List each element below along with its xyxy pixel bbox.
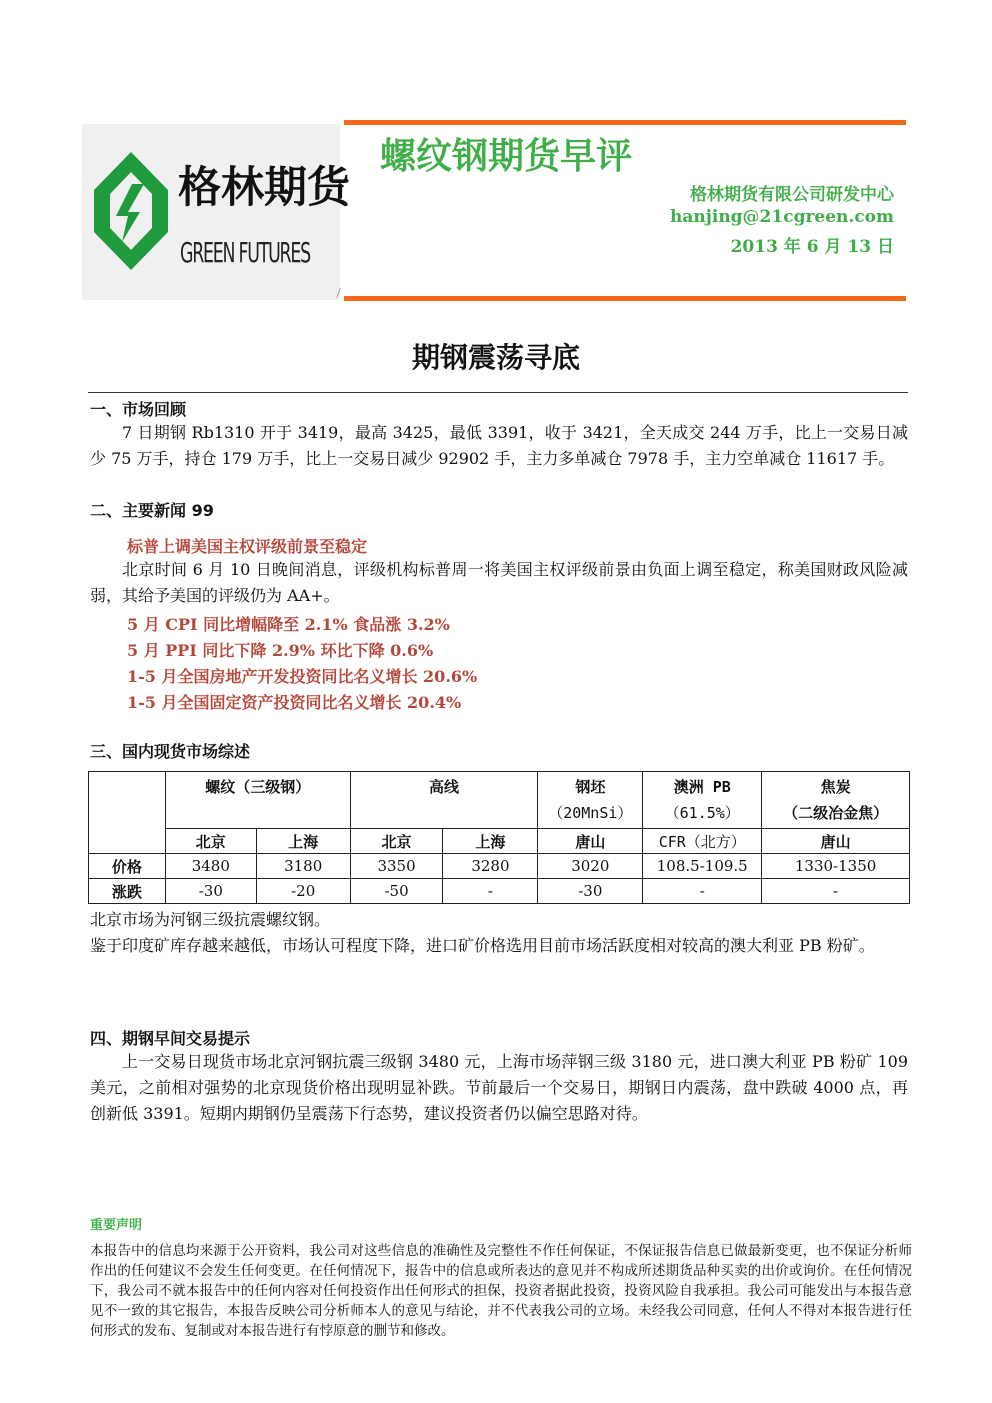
trading-tips-paragraph: 上一交易日现货市场北京河钢抗震三级钢 3480 元，上海市场萍钢三级 3180 元，进口澳大利亚 PB 粉矿 109 美元，之前相对强势的北京现货价格出现明显补跌。节前最后一个交易日，期钢日内震荡，盘中跌破 4000 点，再创新低 3391。短期内期钢仍呈震荡下行态势，建议投资者仍以偏空思路对待。 [90,1052,908,1123]
section-heading-market-review: 一、市场回顾 [90,400,187,419]
table-cell: 108.5-109.5 [643,854,762,879]
disclaimer-body: 本报告中的信息均来源于公开资料，我公司对这些信息的准确性及完整性不作任何保证，不保证报告信息已做最新变更，也不保证分析师作出的任何建议不会发生任何变更。在任何情况下，报告中的信息或所表达的意见并不构成所述期货品种买卖的出价或询价。在任何情况下，我公司不就本报告中的任何内容对任何投资作出任何形式的担保，投资者据此投资，投资风险自我承担。我公司可能发出与本报告意见不一致的其它报告，本报告反映公司分析师本人的意见与结论，并不代表我公司的立场。未经我公司同意，任何人不得对本报告进行任何形式的发布、复制或对本报告进行有悖原意的删节和修改。 [90,1243,912,1339]
table-row-label: 价格 [89,854,166,879]
news-headline: 1-5 月全国房地产开发投资同比名义增长 20.6% [127,667,478,686]
market-review-paragraph: 7 日期钢 Rb1310 开于 3419，最高 3425，最低 3391，收于 3421，全天成交 244 万手，比上一交易日减少 75 万手，持仓 179 万手，比上一交易日减少 92902 手，主力多单减仓 7978 手，主力空单减仓 11617 手。 [90,423,908,468]
table-group-header [762,772,910,829]
table-header-row [89,772,910,829]
table-row [89,879,910,904]
header-bottom-rule [344,296,906,301]
table-location-cell: 上海 [443,829,538,854]
table-location-cell: 北京 [165,829,256,854]
table-row-label: 涨跌 [89,879,166,904]
table-cell: - [762,879,910,904]
company-logo [82,124,350,300]
table-row [89,854,910,879]
table-group-title: 澳洲 PB [673,778,731,796]
contact-email[interactable]: hanjing@21cgreen.com [669,207,894,227]
table-cell: 3020 [538,854,643,879]
table-cell: 3180 [256,854,350,879]
news-headline: 1-5 月全国固定资产投资同比名义增长 20.4% [127,693,462,712]
table-cell: 3350 [350,854,443,879]
table-group-subtitle: （61.5%） [664,804,740,822]
table-corner-cell [89,772,166,854]
table-cell: 3480 [165,854,256,879]
table-location-cell: 唐山 [762,829,910,854]
organization-name: 格林期货有限公司研发中心 [690,185,894,205]
news-headline: 5 月 CPI 同比增幅降至 2.1% 食品涨 3.2% [127,615,450,634]
table-group-header: 高线 [350,772,538,829]
header-top-rule [344,120,906,125]
green-futures-logo-icon [92,150,170,272]
table-cell: 3280 [443,854,538,879]
table-location-cell: 北京 [350,829,443,854]
table-note: 北京市场为河钢三级抗震螺纹钢。 [90,910,331,929]
table-group-title: 焦炭 [820,778,851,796]
table-cell: -50 [350,879,443,904]
report-date: 2013 年 6 月 13 日 [730,237,894,257]
section-heading-news: 二、主要新闻 99 [90,501,214,520]
table-group-header [643,772,762,829]
table-group-title: 钢坯 [575,778,606,796]
table-group-header [538,772,643,829]
document-title: 期钢震荡寻底 [411,341,580,374]
section-heading-spot-market: 三、国内现货市场综述 [90,742,251,761]
table-group-subtitle: （20MnSi） [548,804,633,822]
table-cell: - [443,879,538,904]
table-location-cell: CFR（北方） [643,829,762,854]
table-location-cell: 唐山 [538,829,643,854]
table-cell: - [643,879,762,904]
disclaimer-heading: 重要声明 [90,1218,143,1233]
table-cell: -30 [538,879,643,904]
table-group-header: 螺纹（三级钢） [165,772,350,829]
report-title: 螺纹钢期货早评 [380,136,633,177]
title-rule [88,392,908,393]
table-cell: -30 [165,879,256,904]
table-note: 鉴于印度矿库存越来越低，市场认可程度下降，进口矿价格选用目前市场活跃度相对较高的澳大利亚 PB 粉矿。 [90,936,875,955]
logo-english-text: GREEN FUTURES [180,236,310,269]
logo-chinese-text: 格林期货 [178,163,350,213]
table-cell: -20 [256,879,350,904]
table-location-cell: 上海 [256,829,350,854]
section-heading-trading-tips: 四、期钢早间交易提示 [90,1029,251,1048]
spot-price-table [88,771,910,904]
table-cell: 1330-1350 [762,854,910,879]
news-body: 北京时间 6 月 10 日晚间消息，评级机构标普周一将美国主权评级前景由负面上调至稳定，称美国财政风险减弱，其给予美国的评级仍为 AA+。 [90,560,908,605]
news-headline-main: 标普上调美国主权评级前景至稳定 [127,537,368,556]
table-group-subtitle: （二级冶金焦） [783,804,889,822]
news-headline: 5 月 PPI 同比下降 2.9% 环比下降 0.6% [127,641,434,660]
table-location-row [89,829,910,854]
